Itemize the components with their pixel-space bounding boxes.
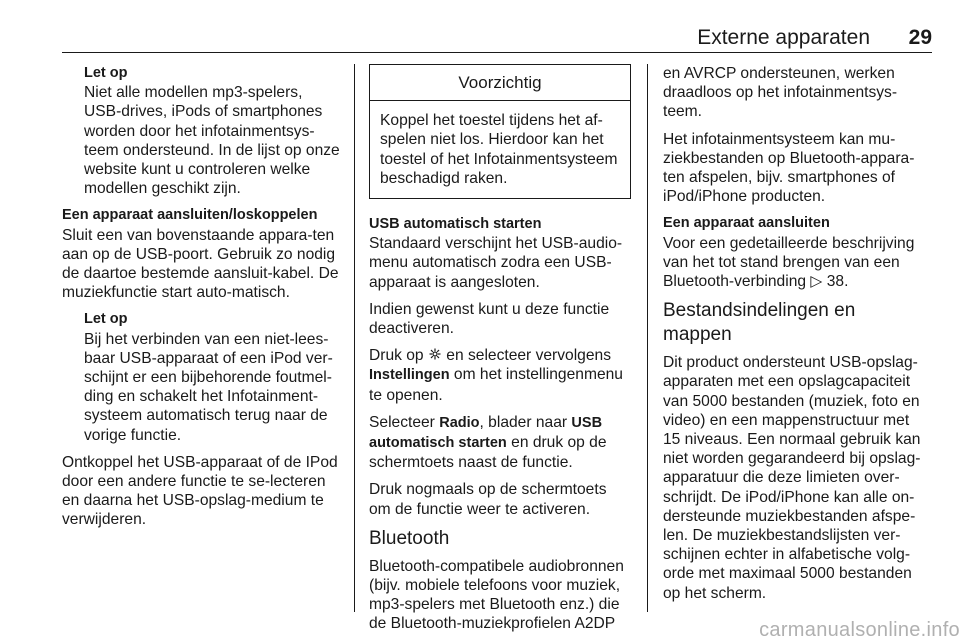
bold-term: USB automatisch starten [369, 414, 603, 452]
paragraph [663, 214, 928, 291]
paragraph: Indien gewenst kunt u deze functie deactiveren. [369, 300, 610, 338]
paragraph: en AVRCP ondersteunen, werken draadloos op het infotainmentsys-teem. [663, 65, 898, 121]
note-label: Let op [84, 65, 128, 81]
page-ref[interactable]: 38. [826, 273, 849, 291]
warning-box [369, 64, 631, 199]
paragraph: Bluetooth-compatibele audiobronnen (bijv. mobiele telefoons voor muziek, mp3-spelers met Bluetooth enz.) die de Bluetooth-muziekprofielen A2DP [369, 557, 624, 633]
paragraph: Het infotainmentsysteem kan mu-ziekbestanden op Bluetooth-appara-ten afspelen, bijv. smartphones of iPod/iPhone producten. [663, 130, 915, 206]
page-ref-icon: ▷ [810, 273, 823, 291]
paragraph [369, 215, 631, 292]
paragraph [369, 413, 631, 473]
paragraph: Druk nogmaals op de schermtoets om de functie weer te activeren. [369, 481, 607, 518]
column-2 [369, 64, 631, 642]
bold-term: Instellingen [369, 367, 450, 384]
bold-term: Radio [439, 414, 480, 431]
inline-text: Selecteer [369, 413, 435, 431]
paragraph [62, 206, 341, 302]
paragraph-text: Standaard verschijnt het USB-audio-menu automatisch zodra een USB-apparaat is aangesloten. [369, 235, 623, 291]
warning-text: Koppel het toestel tijdens het af-spelen niet los. Hierdoor kan het toestel of het Infotainmentsysteem beschadigd raken. [380, 112, 618, 187]
paragraph-text: Voor een gedetailleerde beschrijving van het tot stand brengen van een Bluetooth-verbinding [663, 234, 915, 291]
inline-text: , blader naar [479, 413, 568, 431]
paragraph [369, 346, 631, 405]
note-text: Bij het verbinden van een niet-lees-baar USB-apparaat of een iPod ver-schijnt er een bijbehorende foutmel-ding en schakelt het Infotainment-systeem automatisch terug naar de vorige functie. [84, 330, 333, 444]
inline-text: en druk op de schermtoets naast de functie. [369, 434, 607, 472]
page-header [62, 22, 932, 53]
inline-text: Druk op [369, 347, 424, 365]
column-divider [354, 64, 355, 612]
inline-text: en selecteer vervolgens [446, 347, 611, 365]
warning-title: Voorzichtig [370, 65, 630, 101]
column-3 [663, 64, 928, 611]
paragraph: Ontkoppel het USB-apparaat of de IPod door een andere functie te se-lecteren en daarna het USB-opslag-medium te verwijderen. [62, 453, 338, 529]
section-title: Externe apparaten [697, 26, 870, 49]
note-label: Let op [84, 311, 128, 328]
settings-icon [428, 346, 442, 365]
paragraph-text: Sluit een van bovenstaande appara-ten aan op de USB-poort. Gebruik zo nodig de daartoe bestemde aansluit-kabel. De muziekfunctie start auto-matisch. [62, 226, 339, 302]
column-1 [62, 64, 341, 538]
subheading: Een apparaat aansluiten/loskoppelen [62, 207, 318, 224]
subheading: Een apparaat aansluiten [663, 215, 830, 232]
column-divider [647, 64, 648, 612]
subheading: USB automatisch starten [369, 216, 542, 233]
note-text: Niet alle modellen mp3-spelers, USB-drives, iPods of smartphones worden door het infotainmentsys-teem ondersteund. In de lijst op onze website kunt u controleren welke modellen geschikt zijn. [84, 84, 340, 198]
note-box [62, 310, 341, 444]
section-heading: Bluetooth [369, 527, 450, 549]
note-box [62, 64, 341, 198]
page-number: 29 [908, 26, 932, 49]
watermark: carmanualsonline.info [759, 619, 960, 641]
section-heading: Bestandsindelingen en mappen [663, 300, 856, 346]
paragraph: Dit product ondersteunt USB-opslag-apparaten met een opslagcapaciteit van 5000 bestanden (muziek, foto en video) en een mappenstructuur met 15 niveaus. Een normaal gebruik kan niet worden gegarandeerd bij opslag-apparatuur die deze limieten over-schrijdt. De iPod/iPhone kan alle on-dersteunde muziekbestanden afspe-len. De muziekbestandslijsten ver-schijnen echter in alfabetische volg-orde met maximaal 5000 bestanden op het scherm. [663, 354, 921, 602]
inline-text: om het instellingenmenu te openen. [369, 366, 623, 404]
